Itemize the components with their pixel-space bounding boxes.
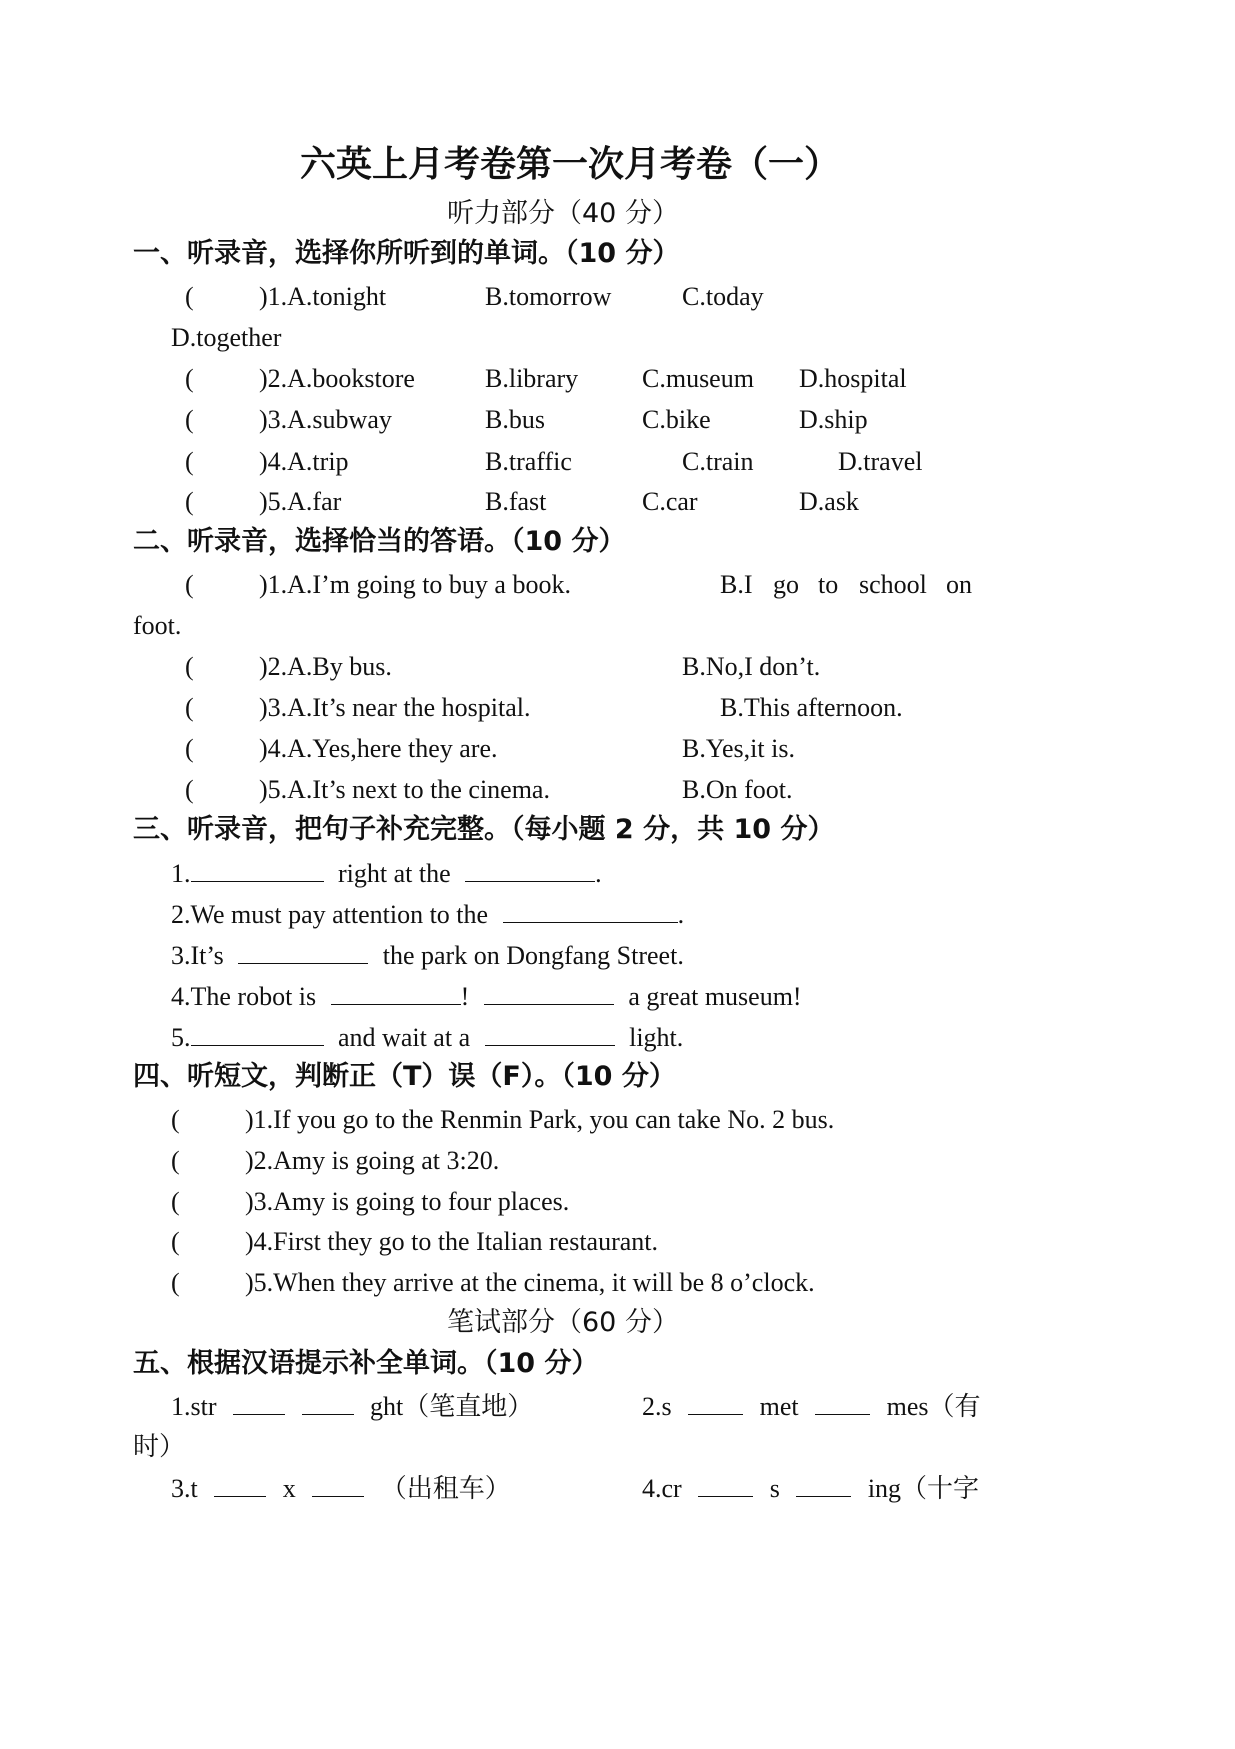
paren: (: [171, 1146, 180, 1175]
q5-1-text: 1.str: [171, 1392, 217, 1421]
blank-line[interactable]: [465, 857, 595, 882]
page-title: 六英上月考卷第一次月考卷（一）: [300, 144, 841, 185]
q3-2-text: 2.We must pay attention to the: [171, 900, 489, 929]
q4-item: )2.Amy is going at 3:20.: [245, 1146, 500, 1175]
q1-5-a: )5.A.far: [259, 487, 342, 516]
paren: (: [171, 1105, 180, 1134]
paren: (: [185, 652, 194, 681]
q3-2: [171, 898, 684, 931]
blank-line[interactable]: [191, 1021, 324, 1046]
q2-3-b: B.This afternoon.: [720, 693, 903, 722]
q1-1-b: B.tomorrow: [485, 282, 612, 311]
q3-3-text: 3.It’s: [171, 941, 224, 970]
q1-5-c: C.car: [642, 487, 698, 516]
q3-1-text: right at the: [338, 859, 451, 888]
section-3-heading: 三、听录音，把句子补充完整。（每小题 2 分，共 10 分）: [133, 814, 835, 845]
q3-4-text: 4.The robot is: [171, 982, 317, 1011]
paren: (: [185, 693, 194, 722]
q5-4-text: s: [769, 1474, 780, 1503]
q3-3: [171, 939, 684, 972]
q5-4: [642, 1472, 979, 1505]
paren: (: [185, 282, 194, 311]
paren: (: [171, 1268, 180, 1297]
q1-1-d: D.together: [171, 323, 282, 352]
q1-3-c: C.bike: [642, 405, 711, 434]
q4-item: )5.When they arrive at the cinema, it will be 8 o’clock.: [245, 1268, 815, 1297]
q2-2-b: B.No,I don’t.: [682, 652, 821, 681]
q2-1-b-word: school: [859, 570, 927, 599]
q5-3-text: x: [282, 1474, 296, 1503]
q3-5-text: and wait at a: [338, 1023, 471, 1052]
paren: (: [185, 405, 194, 434]
q5-2-text: mes（有: [886, 1392, 981, 1421]
q2-1-b-word: to: [818, 570, 839, 599]
section-1-heading: 一、听录音，选择你所听到的单词。（10 分）: [133, 238, 680, 269]
blank-line[interactable]: [796, 1472, 851, 1497]
blank-line[interactable]: [485, 1021, 615, 1046]
paren: (: [185, 570, 194, 599]
blank-line[interactable]: [302, 1390, 354, 1415]
q3-2-text: .: [677, 900, 685, 929]
q3-1: [171, 857, 602, 890]
q1-5-b: B.fast: [485, 487, 547, 516]
q5-1-text: ght（笔直地）: [370, 1392, 534, 1421]
q1-4-d: D.travel: [838, 447, 923, 476]
q1-4-c: C.train: [682, 447, 754, 476]
blank-line[interactable]: [214, 1472, 266, 1497]
q2-4-a: )4.A.Yes,here they are.: [259, 734, 498, 763]
blank-line[interactable]: [503, 898, 678, 923]
q2-1-b-word: foot.: [133, 611, 182, 640]
q2-4-b: B.Yes,it is.: [682, 734, 795, 763]
q1-4-b: B.traffic: [485, 447, 572, 476]
q2-1-b-word: go: [773, 570, 799, 599]
q1-1-c: C.today: [682, 282, 764, 311]
paren: (: [185, 734, 194, 763]
blank-line[interactable]: [484, 980, 614, 1005]
q3-1-text: .: [595, 859, 602, 888]
paren: (: [185, 487, 194, 516]
q2-1-b-word: on: [946, 570, 972, 599]
q5-2: [642, 1390, 981, 1423]
blank-line[interactable]: [331, 980, 461, 1005]
paren: (: [171, 1227, 180, 1256]
blank-line[interactable]: [815, 1390, 870, 1415]
q1-4-a: )4.A.trip: [259, 447, 349, 476]
section-4-heading: 四、听短文，判断正（T）误（F）。（10 分）: [133, 1061, 676, 1092]
blank-line[interactable]: [233, 1390, 285, 1415]
q2-3-a: )3.A.It’s near the hospital.: [259, 693, 531, 722]
q2-1-b-word: B.I: [720, 570, 753, 599]
q5-2-text: met: [759, 1392, 799, 1421]
q5-3-text: （出租车）: [380, 1474, 511, 1503]
q2-2-a: )2.A.By bus.: [259, 652, 392, 681]
blank-line[interactable]: [191, 857, 324, 882]
q2-5-a: )5.A.It’s next to the cinema.: [259, 775, 550, 804]
section-2-heading: 二、听录音，选择恰当的答语。（10 分）: [133, 526, 626, 557]
blank-line[interactable]: [238, 939, 368, 964]
blank-line[interactable]: [698, 1472, 753, 1497]
q5-1: [171, 1390, 533, 1423]
section-5-heading: 五、根据汉语提示补全单词。（10 分）: [133, 1348, 599, 1379]
paren: (: [185, 775, 194, 804]
q3-1-text: 1.: [171, 859, 191, 888]
q3-5-text: 5.: [171, 1023, 191, 1052]
q1-3-d: D.ship: [799, 405, 868, 434]
q5-3-text: 3.t: [171, 1474, 198, 1503]
q5-4-text: ing（十字: [867, 1474, 980, 1503]
q2-5-b: B.On foot.: [682, 775, 793, 804]
q3-4-text: !: [460, 982, 470, 1011]
q3-5-text: light.: [629, 1023, 684, 1052]
q1-5-d: D.ask: [799, 487, 859, 516]
q4-item: )3.Amy is going to four places.: [245, 1187, 570, 1216]
q3-4-text: a great museum!: [628, 982, 802, 1011]
q1-2-b: B.library: [485, 364, 579, 393]
q2-1-a: )1.A.I’m going to buy a book.: [259, 570, 571, 599]
q3-4: [171, 980, 802, 1013]
q1-3-a: )3.A.subway: [259, 405, 392, 434]
q3-3-text: the park on Dongfang Street.: [382, 941, 684, 970]
q1-2-a: )2.A.bookstore: [259, 364, 415, 393]
q5-2-cont: 时）: [133, 1432, 186, 1461]
q5-4-text: 4.cr: [642, 1474, 682, 1503]
q5-2-text: 2.s: [642, 1392, 672, 1421]
writing-header: 笔试部分（60 分）: [447, 1307, 679, 1338]
q1-2-c: C.museum: [642, 364, 754, 393]
q3-5: [171, 1021, 683, 1054]
listening-header: 听力部分（40 分）: [447, 198, 679, 229]
q1-2-d: D.hospital: [799, 364, 907, 393]
q4-item: )1.If you go to the Renmin Park, you can take No. 2 bus.: [245, 1105, 835, 1134]
paren: (: [171, 1187, 180, 1216]
q5-3: [171, 1472, 511, 1505]
q1-3-b: B.bus: [485, 405, 545, 434]
blank-line[interactable]: [688, 1390, 743, 1415]
blank-line[interactable]: [312, 1472, 364, 1497]
q1-1-a: )1.A.tonight: [259, 282, 387, 311]
paren: (: [185, 447, 194, 476]
q4-item: )4.First they go to the Italian restaurant.: [245, 1227, 659, 1256]
paren: (: [185, 364, 194, 393]
